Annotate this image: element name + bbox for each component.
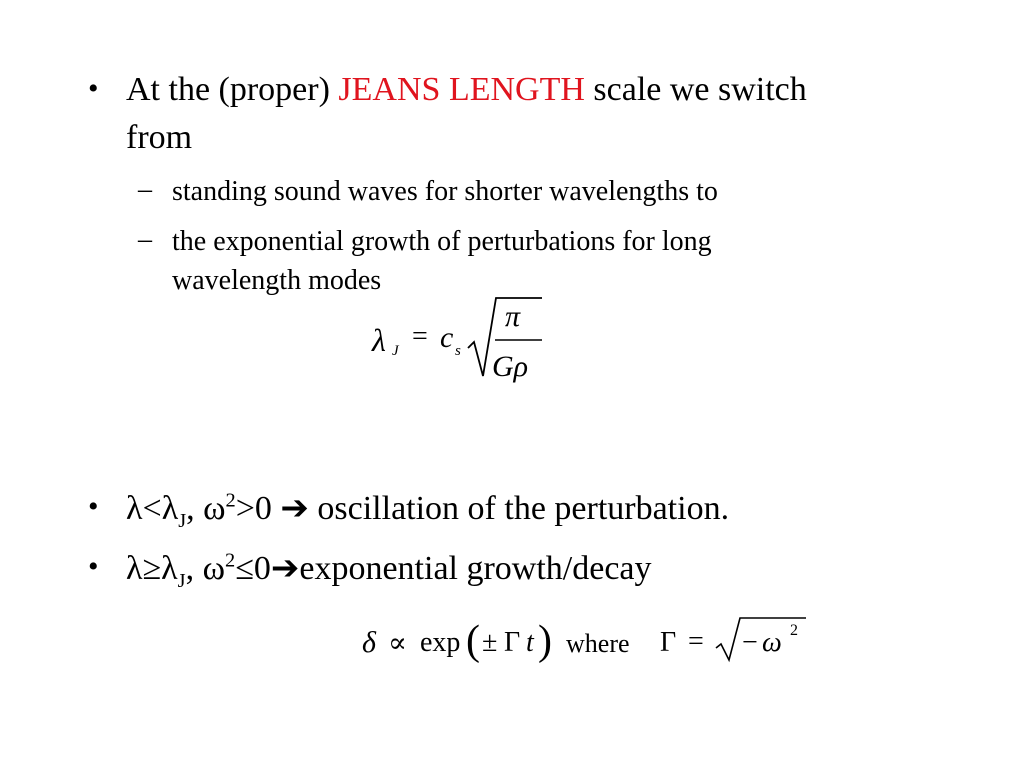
bullet-text-prefix: At the (proper) xyxy=(126,71,339,108)
bullet-text-suffix: scale we switch xyxy=(584,71,807,108)
bullet-growth-decay xyxy=(126,548,652,592)
eq2-delta: δ xyxy=(362,626,376,659)
sub-bullet-exponential-growth: the exponential growth of perturbations for long xyxy=(172,226,712,257)
eq2-exp: exp xyxy=(420,627,461,658)
growth-decay-text: exponential growth/decay xyxy=(299,550,652,587)
condition-text: ≤0 xyxy=(235,550,271,587)
sub-bullet-marker: – xyxy=(138,174,152,205)
bullet-jeans-length xyxy=(126,70,807,110)
sub-bullet-marker: – xyxy=(138,224,152,255)
bullet-marker: • xyxy=(88,490,99,523)
eq1-subscript-s: s xyxy=(455,343,461,359)
eq2-right-paren: ) xyxy=(538,618,552,664)
eq2-gamma: Γ xyxy=(504,627,521,658)
eq2-proportional: ∝ xyxy=(388,628,407,659)
oscillation-text: oscillation of the perturbation. xyxy=(308,490,730,527)
eq2-superscript-2: 2 xyxy=(790,622,798,639)
superscript-2: 2 xyxy=(225,489,236,512)
lambda-symbol: λ xyxy=(126,550,143,587)
eq2-t: t xyxy=(526,627,534,658)
eq2-equals: = xyxy=(688,626,704,657)
condition-text: >0 xyxy=(235,490,281,527)
bullet-marker: • xyxy=(88,72,99,105)
sub-bullet-exponential-growth-line2: wavelength modes xyxy=(172,265,382,296)
superscript-2: 2 xyxy=(225,549,236,572)
omega-symbol: ω xyxy=(202,550,225,587)
arrow-icon: ➔ xyxy=(280,488,309,528)
eq1-c: c xyxy=(440,321,454,354)
bullet-marker: • xyxy=(88,550,99,583)
sub-bullet-sound-waves: standing sound waves for shorter wavelengths to xyxy=(172,176,718,207)
eq1-subscript-j: J xyxy=(392,343,399,359)
eq2-omega: ω xyxy=(762,627,782,658)
bullet-jeans-length-line2: from xyxy=(126,119,193,156)
subscript-j: J xyxy=(177,569,186,592)
eq1-pi: π xyxy=(505,300,521,333)
lambda-j-symbol: λ xyxy=(161,550,178,587)
eq1-lambda: λ xyxy=(372,322,386,358)
jeans-length-highlight: JEANS LENGTH xyxy=(338,71,585,108)
less-than-symbol: < xyxy=(142,490,162,527)
lambda-symbol: λ xyxy=(126,490,143,527)
comma: , xyxy=(186,490,204,527)
eq2-minus: − xyxy=(742,627,758,658)
eq2-plus-minus: ± xyxy=(482,627,498,658)
omega-symbol: ω xyxy=(203,490,226,527)
eq2-gamma-lhs: Γ xyxy=(660,627,677,658)
eq2-left-paren: ( xyxy=(466,618,480,664)
subscript-j: J xyxy=(178,509,187,532)
ge-symbol: ≥ xyxy=(142,550,162,587)
eq1-g-rho: Gρ xyxy=(492,350,529,383)
eq2-where: where xyxy=(566,629,630,658)
bullet-oscillation xyxy=(126,488,730,532)
arrow-icon: ➔ xyxy=(270,548,300,588)
comma: , xyxy=(185,550,203,587)
lambda-j-symbol: λ xyxy=(161,490,179,527)
eq1-equals: = xyxy=(412,321,428,352)
